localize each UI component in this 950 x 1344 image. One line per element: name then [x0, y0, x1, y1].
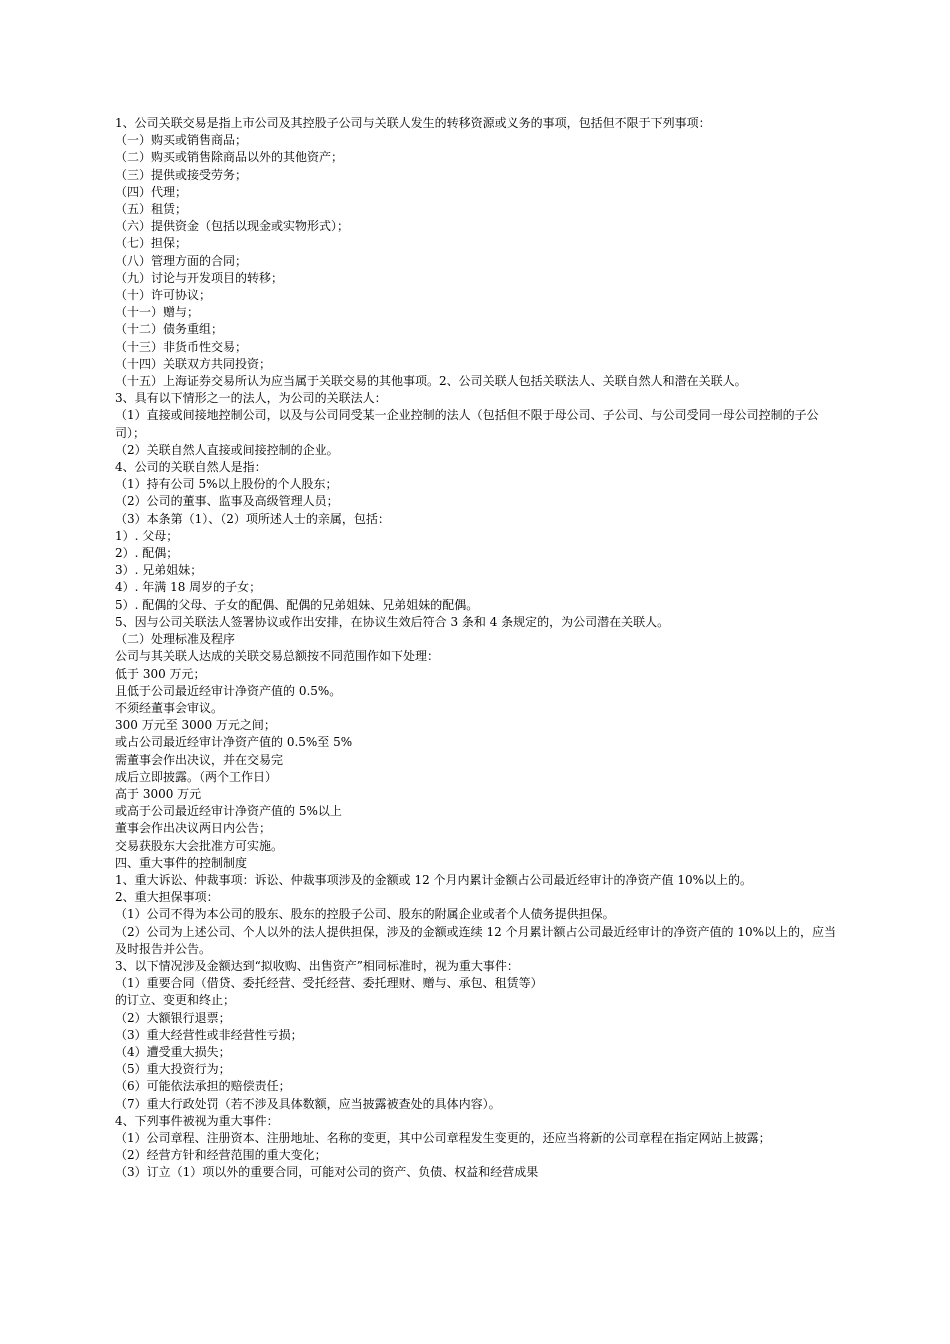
- text-line: （4）遭受重大损失；: [115, 1044, 231, 1059]
- text-line: （六）提供资金（包括以现金或实物形式）；: [115, 219, 350, 234]
- text-line: 5、因与公司关联法人签署协议或作出安排，在协议生效后符合 3 条和 4 条规定的，为公司潜在关联人。: [115, 614, 670, 629]
- text-line: 1）. 父母；: [115, 528, 179, 543]
- text-line: 成后立即披露。（两个工作日）: [115, 769, 278, 784]
- document-page: [115, 115, 840, 1182]
- text-line: （五）租赁；: [115, 202, 188, 217]
- text-line: （十一）赠与；: [115, 305, 200, 320]
- text-line: 3）. 兄弟姐妹；: [115, 563, 203, 578]
- text-line: 3、以下情况涉及金额达到“拟收购、出售资产”相同标准时，视为重大事件：: [115, 958, 519, 973]
- text-line: 且低于公司最近经审计净资产值的 0.5%。: [115, 683, 342, 698]
- text-line: （2）大额银行退票；: [115, 1010, 231, 1025]
- text-line: 2、重大担保事项：: [115, 890, 219, 905]
- text-line: （四）代理；: [115, 184, 188, 199]
- text-line: 四、重大事件的控制制度: [115, 855, 248, 870]
- text-line: （一）购买或销售商品；: [115, 133, 248, 148]
- text-line: （2）关联自然人直接或间接控制的企业。: [115, 442, 339, 457]
- text-line: （3）订立（1）项以外的重要合同，可能对公司的资产、负债、权益和经营成果: [115, 1165, 539, 1180]
- text-line: 或高于公司最近经审计净资产值的 5%以上: [115, 804, 342, 819]
- text-line: 5）. 配偶的父母、子女的配偶、配偶的兄弟姐妹、兄弟姐妹的配偶。: [115, 597, 479, 612]
- text-line: 需董事会作出决议，并在交易完: [115, 752, 284, 767]
- text-line: （十）许可协议；: [115, 288, 212, 303]
- text-line: （三）提供或接受劳务；: [115, 167, 248, 182]
- text-line: 3、具有以下情形之一的法人，为公司的关联法人：: [115, 391, 387, 406]
- text-line: 高于 3000 万元: [115, 786, 202, 801]
- text-line: 1、公司关联交易是指上市公司及其控股子公司与关联人发生的转移资源或义务的事项，包括但不限于下列事项：: [115, 116, 711, 130]
- text-line: （5）重大投资行为；: [115, 1062, 231, 1077]
- text-line: （7）重大行政处罚（若不涉及具体数额，应当披露被查处的具体内容）。: [115, 1096, 501, 1111]
- text-line: （八）管理方面的合同；: [115, 253, 248, 268]
- text-line: （3）重大经营性或非经营性亏损；: [115, 1027, 303, 1042]
- text-line: （十四）关联双方共同投资；: [115, 356, 272, 371]
- text-line: 低于 300 万元；: [115, 666, 206, 681]
- text-line: 董事会作出决议两日内公告；: [115, 821, 272, 836]
- text-line: 的订立、变更和终止；: [115, 993, 236, 1008]
- text-line: 或占公司最近经审计净资产值的 0.5%至 5%: [115, 735, 353, 750]
- text-line: 4、公司的关联自然人是指：: [115, 460, 267, 475]
- text-line: （七）担保；: [115, 236, 188, 251]
- text-line: （十二）债务重组；: [115, 322, 224, 337]
- text-line: （6）可能依法承担的赔偿责任；: [115, 1079, 291, 1094]
- text-line: （1）直接或间接地控制公司，以及与公司同受某一企业控制的法人（包括但不限于母公司、子公司、与公司受同一母公司控制的子公司）；: [115, 408, 819, 440]
- text-line: 4、下列事件被视为重大事件：: [115, 1113, 279, 1128]
- text-line: 1、重大诉讼、仲裁事项：诉讼、仲裁事项涉及的金额或 12 个月内累计金额占公司最近经审计的净资产值 10%以上的。: [115, 872, 753, 887]
- text-line: 4）. 年满 18 周岁的子女；: [115, 580, 262, 595]
- text-line: 交易获股东大会批准方可实施。: [115, 838, 284, 853]
- text-line: 不须经董事会审议。: [115, 700, 224, 715]
- text-line: （1）重要合同（借贷、委托经营、受托经营、委托理财、赠与、承包、租赁等）: [115, 976, 543, 991]
- text-line: （2）经营方针和经营范围的重大变化；: [115, 1148, 327, 1163]
- text-line: 2）. 配偶；: [115, 546, 179, 561]
- text-line: （1）持有公司 5%以上股份的个人股东；: [115, 477, 338, 492]
- text-line: （九）讨论与开发项目的转移；: [115, 270, 284, 285]
- text-line: （十三）非货币性交易；: [115, 339, 248, 354]
- text-line: （二）处理标准及程序: [115, 632, 236, 647]
- text-line: （3）本条第（1）、（2）项所述人士的亲属，包括：: [115, 511, 390, 526]
- text-line: 300 万元至 3000 万元之间；: [115, 718, 276, 733]
- text-line: （2）公司为上述公司、个人以外的法人提供担保，涉及的金额或连续 12 个月累计额占公司最近经审计的净资产值的 10%以上的，应当及时报告并公告。: [115, 924, 837, 956]
- text-line: 公司与其关联人达成的关联交易总额按不同范围作如下处理：: [115, 649, 440, 664]
- text-line: （1）公司不得为本公司的股东、股东的控股子公司、股东的附属企业或者个人债务提供担保。: [115, 907, 615, 922]
- text-line: （2）公司的董事、监事及高级管理人员；: [115, 494, 339, 509]
- text-line: （二）购买或销售除商品以外的其他资产；: [115, 150, 344, 165]
- text-line: （1）公司章程、注册资本、注册地址、名称的变更，其中公司章程发生变更的，还应当将新的公司章程在指定网站上披露；: [115, 1130, 771, 1145]
- text-line: （十五）上海证券交易所认为应当属于关联交易的其他事项。2、公司关联人包括关联法人、关联自然人和潜在关联人。: [115, 374, 747, 389]
